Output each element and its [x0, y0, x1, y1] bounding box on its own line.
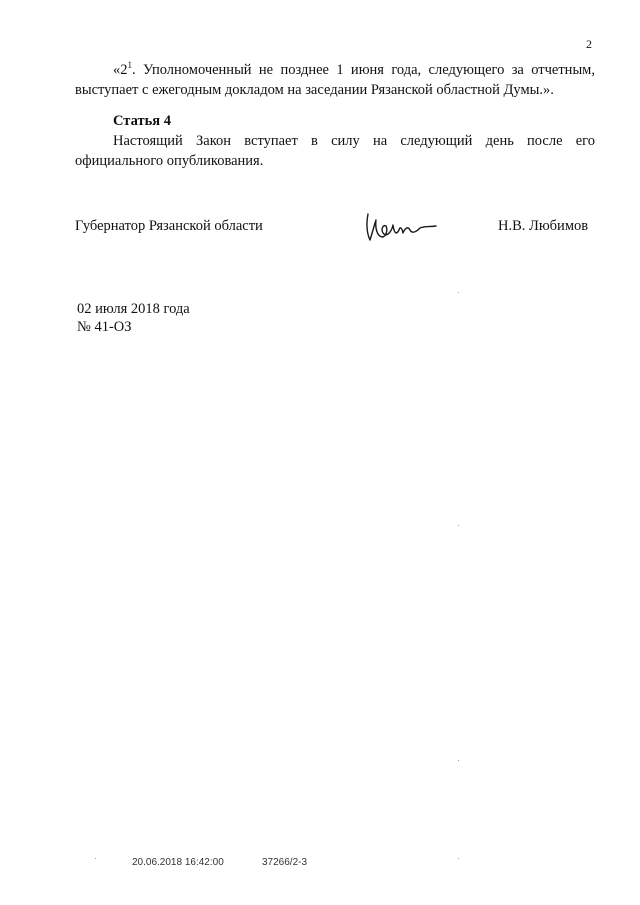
law-date-number: [77, 300, 190, 336]
paragraph-amendment: [75, 60, 595, 100]
footer-doc-code: 37266/2-3: [262, 857, 308, 868]
article-line: официального опубликования.: [75, 153, 264, 169]
paragraph-line: выступает с ежегодным докладом на заседании Рязанской областной Думы.».: [75, 82, 554, 98]
article-text: [75, 131, 595, 171]
article-heading: Статья 4: [113, 113, 171, 129]
law-date: 02 июля 2018 года: [77, 301, 190, 317]
governor-name: Н.В. Любимов: [498, 218, 589, 234]
scan-dot: [458, 858, 459, 859]
footer-timestamp: 20.06.2018 16:42:00: [132, 857, 224, 868]
page-number: 2: [586, 37, 592, 51]
article-line: Настоящий Закон вступает в силу на следующий день после его: [113, 133, 595, 149]
scan-dot: [458, 760, 459, 761]
scan-dot: [95, 858, 96, 859]
handwritten-signature: [362, 206, 442, 246]
paragraph-line: «$2^1$. Уполномоченный не позднее 1 июня года, следующего за отчетным,: [113, 60, 595, 78]
scan-dot: [458, 292, 459, 293]
governor-title: Губернатор Рязанской области: [75, 218, 263, 234]
scan-dot: [458, 525, 459, 526]
law-number: № 41-ОЗ: [77, 319, 132, 335]
